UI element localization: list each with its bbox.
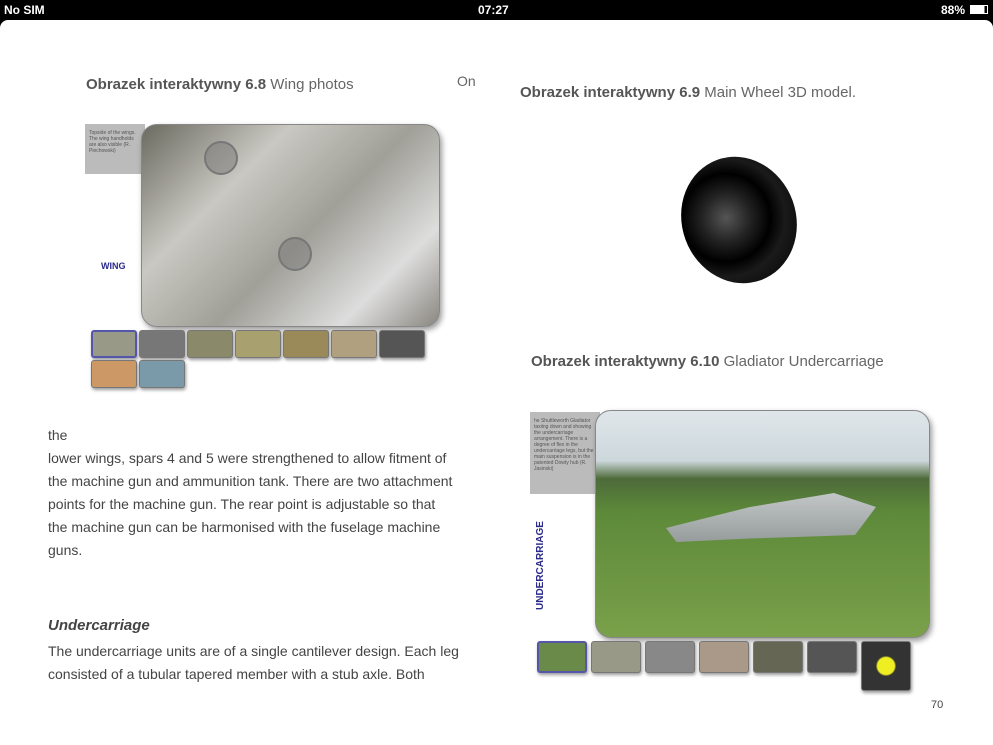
thumbnail[interactable] bbox=[91, 330, 137, 358]
thumbnail[interactable] bbox=[235, 330, 281, 358]
thumbnail[interactable] bbox=[861, 641, 911, 691]
thumbnail[interactable] bbox=[753, 641, 803, 673]
hotspot[interactable] bbox=[278, 237, 312, 271]
thumbnail[interactable] bbox=[139, 330, 185, 358]
gladiator-plane bbox=[666, 486, 876, 556]
thumbnail[interactable] bbox=[187, 330, 233, 358]
undercarriage-photo-gallery[interactable] bbox=[595, 410, 930, 638]
thumbnail[interactable] bbox=[139, 360, 185, 388]
thumbnail[interactable] bbox=[591, 641, 641, 673]
thumbnail[interactable] bbox=[807, 641, 857, 673]
thumbnail[interactable] bbox=[331, 330, 377, 358]
thumbnail[interactable] bbox=[379, 330, 425, 358]
status-bar bbox=[0, 0, 993, 20]
thumbnail[interactable] bbox=[91, 360, 137, 388]
body-paragraph-2: The undercarriage units are of a single cantilever design. Each leg consisted of a tubular tapered member with a stub axle. Both bbox=[48, 643, 459, 682]
thumbnail[interactable] bbox=[645, 641, 695, 673]
wing-thumbnails bbox=[91, 330, 431, 388]
book-page bbox=[0, 20, 993, 745]
side-label-wing: WING bbox=[101, 261, 126, 271]
battery-percent: 88% bbox=[941, 3, 966, 17]
body-paragraph-1: the lower wings, spars 4 and 5 were strengthened to allow fitment of the machine gun and ammunition tank. There are two attachment points for the machine gun. The rear point is adjustable so that the machine gun can be harmonised with the fuselage machine guns. bbox=[48, 427, 453, 558]
thumbnail[interactable] bbox=[699, 641, 749, 673]
carrier: No SIM bbox=[4, 3, 45, 17]
wheel-3d-model[interactable] bbox=[664, 140, 815, 299]
page-number: 70 bbox=[931, 699, 944, 711]
undercarriage-thumbnails bbox=[537, 641, 917, 691]
section-heading: Undercarriage bbox=[48, 617, 150, 634]
hotspot[interactable] bbox=[204, 141, 238, 175]
thumbnail[interactable] bbox=[283, 330, 329, 358]
clock: 07:27 bbox=[478, 3, 509, 17]
photo-note: he Shuttleworth Gladiator taxiing down and showing the undercarriage arrangement. There is a degree of flex in the undercarriage legs, but the main suspension is in the patented Dowty hub (R. Jasinski) bbox=[530, 412, 600, 494]
side-label-undercarriage: UNDERCARRIAGE bbox=[535, 521, 546, 610]
figure-6-10-caption: Obrazek interaktywny 6.10 Gladiator Undercarriage bbox=[531, 353, 884, 370]
thumbnail[interactable] bbox=[537, 641, 587, 673]
photo-note: Topside of the wings. The wing handholds are also visible (R. Piechowski) bbox=[85, 124, 145, 174]
wing-photo-gallery[interactable] bbox=[141, 124, 440, 327]
figure-6-9-caption: Obrazek interaktywny 6.9 Main Wheel 3D model. bbox=[520, 84, 856, 101]
battery-icon bbox=[970, 5, 988, 14]
on-text: On bbox=[457, 73, 476, 89]
figure-6-8-caption: Obrazek interaktywny 6.8 Wing photos bbox=[86, 76, 354, 93]
